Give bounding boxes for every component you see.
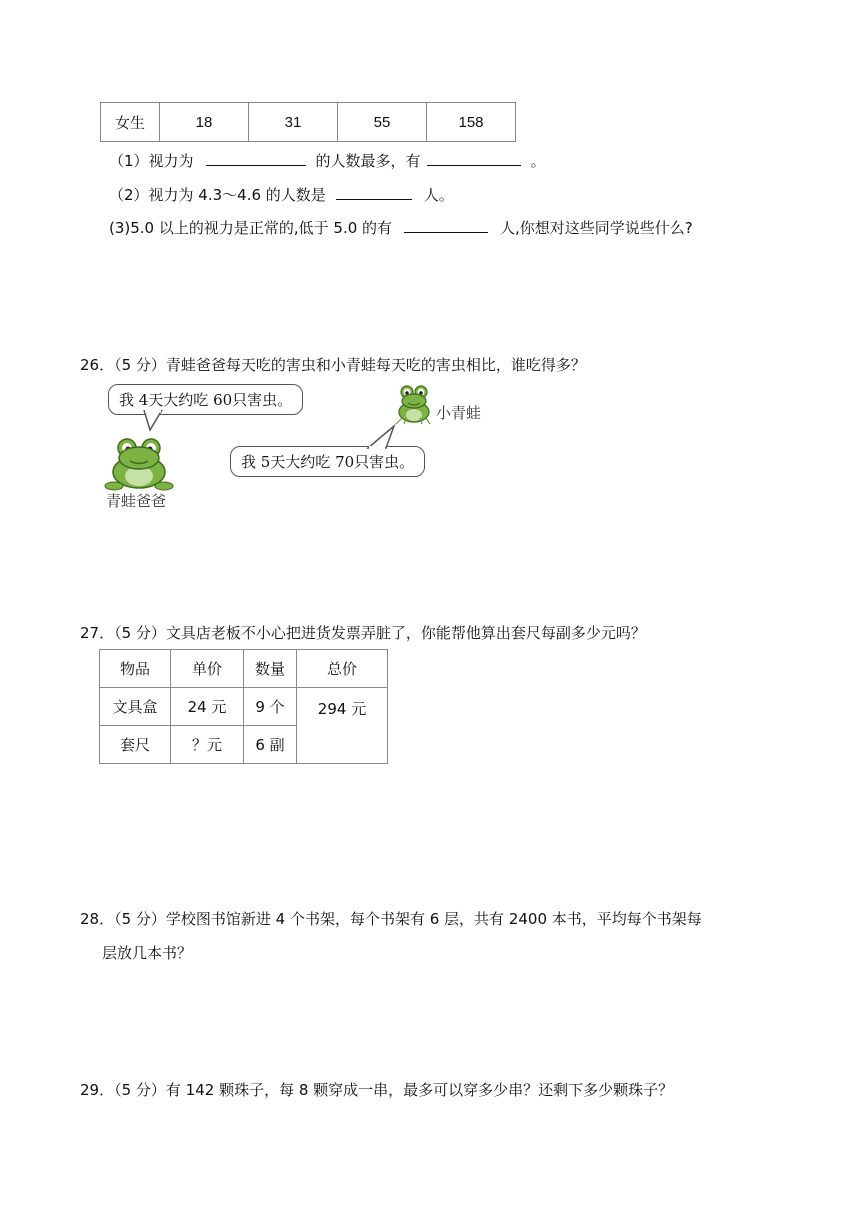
label-frog-kid: 小青蛙 [436, 404, 482, 422]
answer-blank[interactable] [206, 164, 306, 166]
frog-dad-icon [104, 434, 174, 492]
table-header: 物品 [100, 650, 171, 688]
q25-sub3-end: 人,你想对这些同学说些什么? [500, 219, 693, 237]
table-cell: 158 [427, 103, 516, 142]
table-cell: 套尺 [100, 726, 171, 764]
answer-blank[interactable] [404, 231, 488, 233]
table-cell: 55 [338, 103, 427, 142]
answer-blank[interactable] [427, 164, 521, 166]
table-header: 单价 [171, 650, 244, 688]
q25-sub2-prefix: （2）视力为 4.3～4.6 的人数是 [109, 186, 326, 204]
bubble-tail [362, 424, 396, 450]
vision-table [100, 102, 516, 142]
q25-sub3-prefix: (3)5.0 以上的视力是正常的,低于 5.0 的有 [109, 219, 393, 237]
table-cell: 文具盒 [100, 688, 171, 726]
table-cell: 女生 [101, 103, 160, 142]
answer-blank[interactable] [336, 198, 412, 200]
table-row [100, 688, 388, 726]
q25-sub2 [109, 184, 454, 205]
q25-sub1 [109, 150, 546, 171]
q25-sub1-prefix: （1）视力为 [109, 152, 194, 170]
table-cell-total: 294 元 [297, 688, 388, 764]
speech-bubble-kid: 我 5天大约吃 70只害虫。 [230, 446, 425, 477]
table-cell: 31 [249, 103, 338, 142]
q27-title: 27．（5 分）文具店老板不小心把进货发票弄脏了，你能帮他算出套尺每副多少元吗？ [80, 624, 646, 642]
table-header: 数量 [244, 650, 297, 688]
table-row [101, 103, 516, 142]
label-frog-dad: 青蛙爸爸 [106, 492, 167, 510]
table-cell: 24 元 [171, 688, 244, 726]
table-cell: 18 [160, 103, 249, 142]
table-cell: 6 副 [244, 726, 297, 764]
table-row [100, 650, 388, 688]
q25-sub1-mid: 的人数最多，有 [315, 152, 421, 170]
q25-sub3 [109, 217, 693, 238]
table-header: 总价 [297, 650, 388, 688]
q25-sub2-end: 人。 [423, 186, 454, 204]
invoice-table [99, 649, 388, 764]
frog-kid-icon [392, 382, 436, 426]
q26-title: 26．（5 分）青蛙爸爸每天吃的害虫和小青蛙每天吃的害虫相比，谁吃得多？ [80, 356, 586, 374]
table-cell: ？元 [171, 726, 244, 764]
q28-line1: 28．（5 分）学校图书馆新进 4 个书架，每个书架有 6 层，共有 2400 本书，平均每个书架每 [80, 910, 702, 928]
bubble-tail [140, 410, 170, 432]
frog-illustration [100, 380, 488, 510]
q28-line2: 层放几本书？ [102, 944, 193, 962]
q25-sub1-end: 。 [530, 152, 546, 170]
table-cell: 9 个 [244, 688, 297, 726]
q29-title: 29．（5 分）有 142 颗珠子，每 8 颗穿成一串，最多可以穿多少串？还剩下多少颗珠子？ [80, 1081, 674, 1099]
speech-bubble-dad: 我 4天大约吃 60只害虫。 [108, 384, 303, 415]
